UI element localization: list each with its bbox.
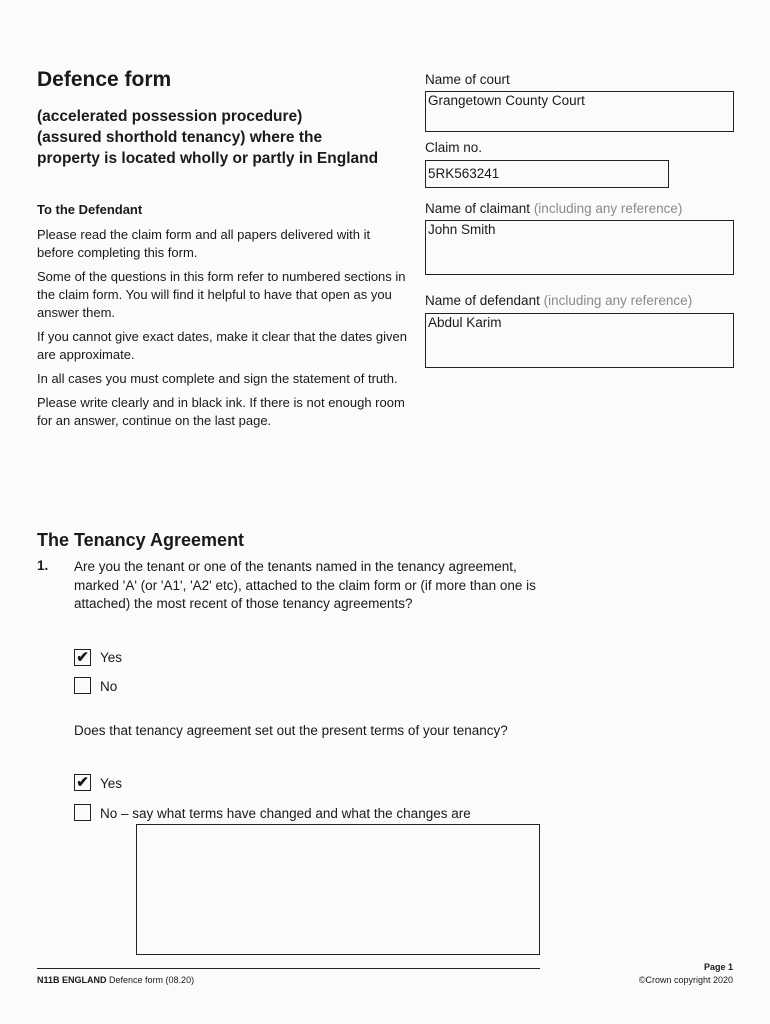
- defendant-label: [425, 293, 692, 308]
- instruction-paragraph: If you cannot give exact dates, make it clear that the dates given are approximate.: [37, 329, 407, 362]
- form-code: [37, 975, 194, 985]
- instruction-paragraph: Please write clearly and in black ink. If there is not enough room for an answer, continue on the last page.: [37, 395, 405, 428]
- claimant-label-hint: (including any reference): [533, 201, 683, 216]
- page-title: Defence form: [37, 68, 172, 91]
- instructions-heading: To the Defendant: [37, 202, 143, 217]
- claimant-label-text: Name of claimant: [425, 201, 531, 216]
- court-label: Name of court: [425, 72, 510, 87]
- instruction-paragraph: Please read the claim form and all papers delivered with it before completing this form.: [37, 227, 371, 260]
- q1b-no-label: No – say what terms have changed and what the changes are: [100, 806, 471, 821]
- claimant-label: [425, 201, 682, 216]
- q1b-yes-label: Yes: [100, 776, 123, 791]
- q1-yes-checkbox[interactable]: ✔: [74, 649, 91, 666]
- q1-yes-label: Yes: [100, 650, 123, 665]
- instruction-paragraph: In all cases you must complete and sign the statement of truth.: [37, 371, 398, 386]
- changes-answer-box[interactable]: [136, 824, 540, 955]
- question-number: 1.: [37, 558, 49, 573]
- copyright: ©Crown copyright 2020: [638, 975, 733, 985]
- q1b-yes-checkbox[interactable]: ✔: [74, 774, 91, 791]
- claimant-field[interactable]: John Smith: [425, 220, 734, 275]
- q1-no-label: No: [100, 679, 118, 694]
- footer-rule: [37, 968, 540, 969]
- section-heading: The Tenancy Agreement: [37, 530, 245, 550]
- claim-no-field[interactable]: 5RK563241: [425, 160, 669, 188]
- instructions: [37, 226, 407, 436]
- subtitle-line: (accelerated possession procedure): [37, 108, 303, 125]
- defendant-field[interactable]: Abdul Karim: [425, 313, 734, 368]
- page-subtitle: [37, 106, 422, 169]
- q1-no-checkbox[interactable]: [74, 677, 91, 694]
- page-number: Page 1: [703, 962, 733, 972]
- page-info: [600, 961, 733, 987]
- defendant-label-text: Name of defendant: [425, 293, 540, 308]
- question-text-terms: Does that tenancy agreement set out the present terms of your tenancy?: [74, 723, 508, 738]
- form-code-bold: N11B ENGLAND: [37, 975, 107, 985]
- claim-no-label: Claim no.: [425, 140, 483, 155]
- court-field[interactable]: Grangetown County Court: [425, 91, 734, 132]
- subtitle-line: property is located wholly or partly in England: [37, 150, 379, 167]
- defendant-label-hint: (including any reference): [543, 293, 693, 308]
- form-name: Defence form (08.20): [109, 975, 195, 985]
- instruction-paragraph: Some of the questions in this form refer to numbered sections in the claim form. You will find it helpful to have that open as you answer them.: [37, 269, 406, 320]
- q1b-no-checkbox[interactable]: [74, 804, 91, 821]
- subtitle-line: (assured shorthold tenancy) where the: [37, 129, 323, 146]
- question-text: Are you the tenant or one of the tenants named in the tenancy agreement, marked 'A' (or 'A1', 'A2' etc), attached to the claim form or (if more than one is attached) the most recent of those tenancy agreements?: [74, 559, 536, 611]
